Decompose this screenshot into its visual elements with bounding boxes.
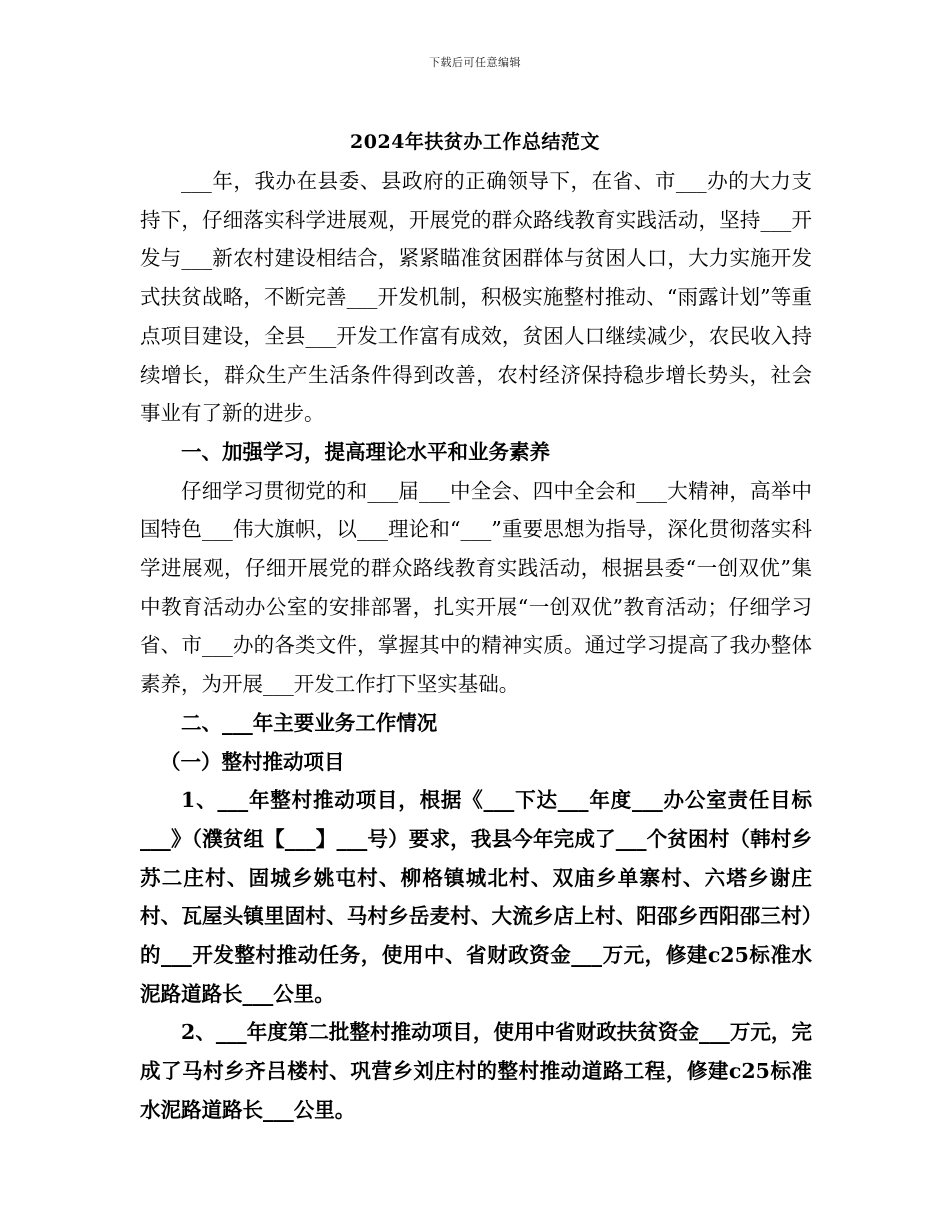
section-1-paragraph: 仔细学习贯彻党的和___届___中全会、四中全会和___大精神，高举中国特色___伟大旗帜，以___理论和“___”重要思想为指导，深化贯彻落实科学进展观，仔细开展党的群众路线教育实践活动，根据县委“一创双优”集中教育活动办公室的安排部署，扎实开展“一创双优”教育活动；仔细学习省、市___办的各类文件，掌握其中的精神实质。通过学习提高了我办整体素养，为开展___开发工作打下坚实基础。 (140, 478, 812, 697)
section-1-heading: 一、加强学习，提高理论水平和业务素养 (181, 439, 550, 464)
document-body (140, 162, 812, 1130)
section-2-heading: 二、___年主要业务工作情况 (181, 710, 438, 735)
header-note: 下载后可任意编辑 (429, 56, 521, 69)
section-2-item-2: 2、___年度第二批整村推动项目，使用中省财政扶贫资金___万元，完成了马村乡齐吕楼村、巩营乡刘庄村的整村推动道路工程，修建c25标准水泥路道路长___公里。 (140, 1020, 812, 1122)
document-title: 2024年扶贫办工作总结范文 (350, 131, 600, 153)
intro-paragraph: ___年，我办在县委、县政府的正确领导下，在省、市___办的大力支持下，仔细落实科学进展观，开展党的群众路线教育实践活动，坚持___开发与___新农村建设相结合，紧紧瞄准贫困群体与贫困人口，大力实施开发式扶贫战略，不断完善___开发机制，积极实施整村推动、“雨露计划”等重点项目建设，全县___开发工作富有成效，贫困人口继续减少，农民收入持续增长，群众生产生活条件得到改善，农村经济保持稳步增长势头，社会事业有了新的进步。 (140, 169, 812, 426)
section-2-item-1: 1、___年整村推动项目，根据《___下达___年度___办公室责任目标___》（濮贫组【___】___号）要求，我县今年完成了___个贫困村（韩村乡苏二庄村、固城乡姚屯村、柳格镇城北村、双庙乡单寨村、六塔乡谢庄村、瓦屋头镇里固村、马村乡岳麦村、大流乡店上村、阳邵乡西阳邵三村）的___开发整村推动任务，使用中、省财政资金___万元，修建c25标准水泥路道路长___公里。 (140, 788, 812, 1006)
section-2-subheading: （一）整村推动项目 (160, 749, 345, 774)
